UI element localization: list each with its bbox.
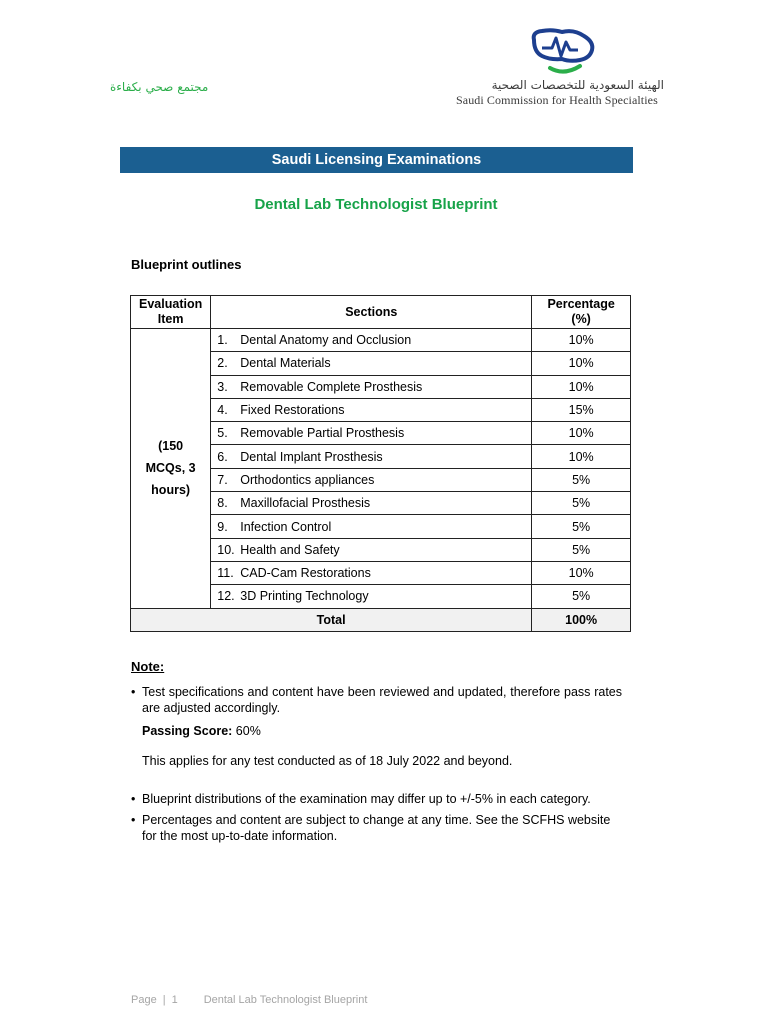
note-bullet-text: Test specifications and content have been reviewed and updated, therefore pass rates are adjusted accordingly. — [142, 685, 622, 715]
section-number: 3. — [217, 379, 228, 394]
section-name: Maxillofacial Prosthesis — [240, 496, 371, 511]
column-header-evaluation: Evaluation Item — [131, 296, 211, 329]
section-cell — [211, 422, 532, 445]
section-name: Orthodontics appliances — [240, 472, 375, 487]
percentage-cell: 5% — [532, 492, 631, 515]
evaluation-item-cell: (150 MCQs, 3 hours) — [131, 329, 211, 609]
bullet-icon: • — [131, 792, 136, 806]
percentage-cell: 10% — [532, 375, 631, 398]
section-cell — [211, 468, 532, 491]
section-cell — [211, 492, 532, 515]
table-row — [131, 329, 631, 352]
section-cell — [211, 561, 532, 584]
applies-note: This applies for any test conducted as of 18 July 2022 and beyond. — [142, 754, 513, 768]
column-header-percentage: Percentage (%) — [532, 296, 631, 329]
section-number: 1. — [217, 333, 228, 348]
note-bullet-text: Percentages and content are subject to change at any time. See the SCFHS website for the most up-to-date information. — [142, 813, 611, 843]
bullet-icon: • — [131, 685, 136, 699]
section-number: 7. — [217, 472, 228, 487]
section-cell — [211, 515, 532, 538]
percentage-cell: 10% — [532, 561, 631, 584]
footer-document-title: Dental Lab Technologist Blueprint — [203, 994, 368, 1006]
footer-separator: | — [162, 994, 166, 1006]
percentage-cell: 5% — [532, 538, 631, 561]
section-name: Dental Implant Prosthesis — [240, 449, 383, 464]
section-name: Fixed Restorations — [240, 403, 345, 418]
passing-score-line — [142, 724, 261, 738]
section-cell — [211, 445, 532, 468]
section-number: 11. — [217, 566, 234, 581]
section-name: Infection Control — [240, 519, 332, 534]
section-number: 9. — [217, 519, 228, 534]
percentage-cell: 10% — [532, 422, 631, 445]
section-name: Health and Safety — [240, 542, 340, 557]
section-name: 3D Printing Technology — [240, 589, 369, 604]
passing-score-label: Passing Score: — [142, 724, 233, 738]
percentage-cell: 5% — [532, 468, 631, 491]
bullet-icon: • — [131, 813, 136, 827]
percentage-cell: 5% — [532, 585, 631, 608]
section-cell — [211, 538, 532, 561]
blueprint-table — [130, 295, 631, 632]
section-number: 6. — [217, 449, 228, 464]
section-number: 5. — [217, 426, 228, 441]
section-number: 12. — [217, 589, 235, 604]
section-number: 8. — [217, 496, 228, 511]
scfhs-logo-icon — [528, 26, 600, 78]
percentage-cell: 15% — [532, 398, 631, 421]
section-name: Dental Anatomy and Occlusion — [240, 333, 412, 348]
footer-page-number: 1 — [171, 994, 178, 1006]
total-row — [131, 608, 631, 631]
section-cell — [211, 375, 532, 398]
percentage-cell: 10% — [532, 445, 631, 468]
section-cell — [211, 352, 532, 375]
org-name-english: Saudi Commission for Health Specialties — [456, 93, 658, 107]
section-number: 4. — [217, 403, 228, 418]
total-label: Total — [131, 608, 532, 631]
footer-page-label: Page — [131, 994, 157, 1006]
column-header-sections: Sections — [211, 296, 532, 329]
page-footer — [131, 994, 367, 1006]
passing-score-value: 60% — [232, 724, 261, 738]
document-title: Dental Lab Technologist Blueprint — [254, 196, 498, 213]
section-cell — [211, 329, 532, 352]
section-number: 2. — [217, 356, 228, 371]
slogan-arabic: مجتمع صحي بكفاءة — [110, 80, 209, 94]
note-bullet-text: Blueprint distributions of the examination may differ up to +/-5% in each category. — [142, 792, 591, 806]
section-cell — [211, 398, 532, 421]
section-name: Dental Materials — [240, 356, 331, 371]
section-name: CAD-Cam Restorations — [240, 566, 371, 581]
section-number: 10. — [217, 542, 235, 557]
total-value: 100% — [532, 608, 631, 631]
percentage-cell: 10% — [532, 329, 631, 352]
percentage-cell: 5% — [532, 515, 631, 538]
percentage-cell: 10% — [532, 352, 631, 375]
org-name-arabic: الهيئة السعودية للتخصصات الصحية — [491, 78, 664, 92]
table-header-row — [131, 296, 631, 329]
note-title: Note: — [131, 659, 165, 674]
section-name: Removable Complete Prosthesis — [240, 379, 423, 394]
exam-banner: Saudi Licensing Examinations — [120, 147, 633, 173]
blueprint-heading: Blueprint outlines — [131, 257, 242, 272]
section-name: Removable Partial Prosthesis — [240, 426, 405, 441]
section-cell — [211, 585, 532, 608]
